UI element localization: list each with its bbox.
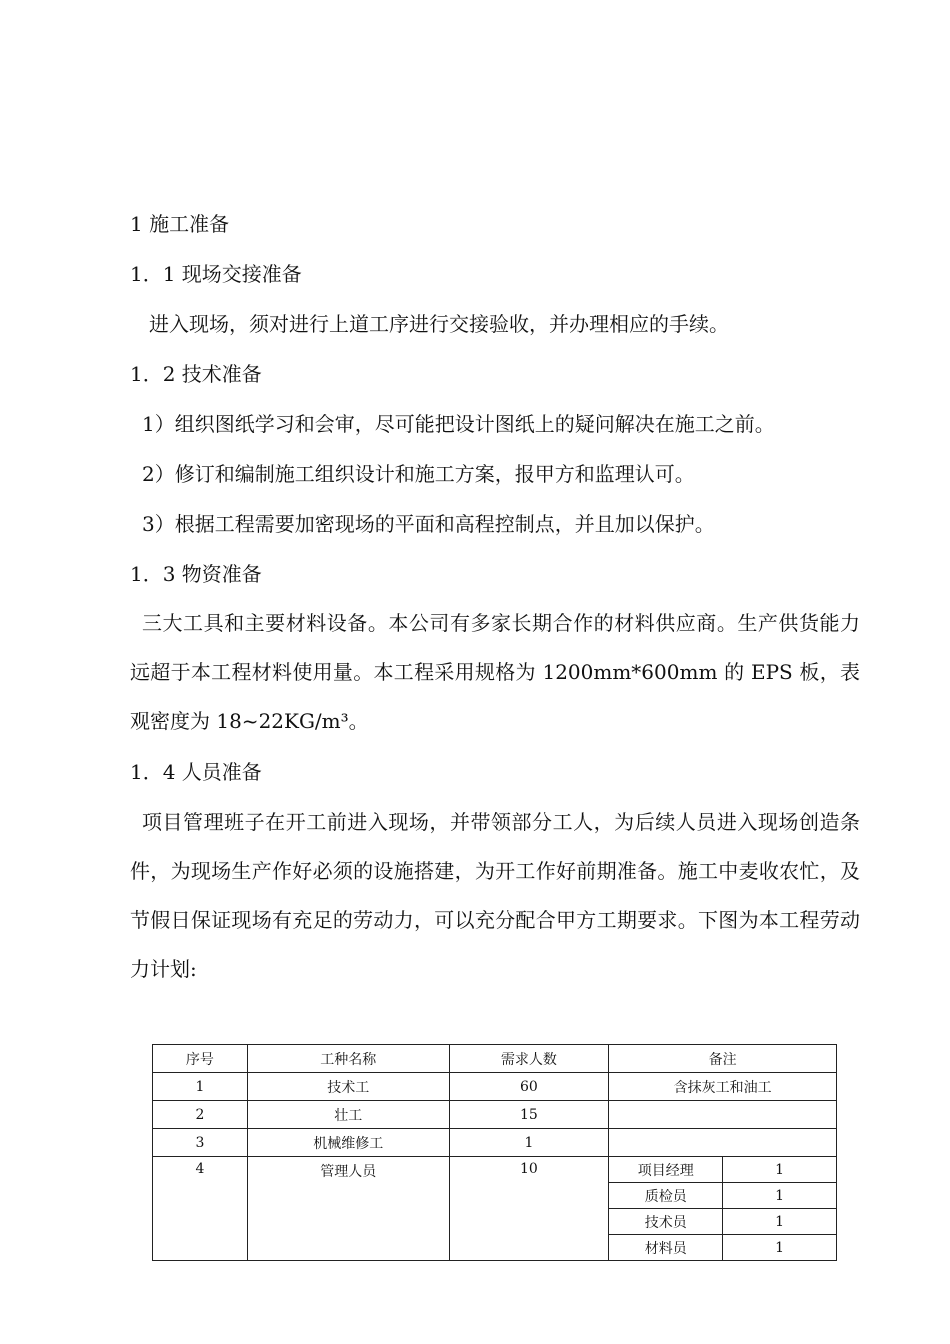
cell-no: 3: [153, 1129, 248, 1157]
cell-no: 1: [153, 1073, 248, 1101]
cell-type: 壮工: [247, 1101, 449, 1129]
cell-role-count: 1: [723, 1157, 837, 1183]
cell-no: 4: [153, 1157, 248, 1261]
cell-count: 60: [449, 1073, 609, 1101]
paragraph: 项目管理班子在开工前进入现场，并带领部分工人，为后续人员进入现场创造条件，为现场生产作好必须的设施搭建，为开工作好前期准备。施工中麦收农忙，及节假日保证现场有充足的劳动力，可以充分配合甲方工期要求。下图为本工程劳动力计划:: [130, 810, 860, 981]
subsection-heading: 1．1 现场交接准备: [130, 262, 302, 286]
cell-no: 2: [153, 1101, 248, 1129]
table-row: [153, 1157, 837, 1183]
labor-plan-table: [152, 1044, 837, 1261]
list-item: 1）组织图纸学习和会审，尽可能把设计图纸上的疑问解决在施工之前。: [142, 412, 775, 436]
table-row: [153, 1073, 837, 1101]
subsection-heading: 1．2 技术准备: [130, 362, 262, 386]
cell-role: 质检员: [609, 1183, 723, 1209]
cell-role-count: 1: [723, 1209, 837, 1235]
paragraph: 进入现场，须对进行上道工序进行交接验收，并办理相应的手续。: [149, 312, 729, 336]
table-header-row: [153, 1045, 837, 1073]
header-count: 需求人数: [449, 1045, 609, 1073]
cell-note: [609, 1129, 837, 1157]
cell-type: 机械维修工: [247, 1129, 449, 1157]
header-note: 备注: [609, 1045, 837, 1073]
list-item: 2）修订和编制施工组织设计和施工方案，报甲方和监理认可。: [142, 462, 695, 486]
header-type: 工种名称: [247, 1045, 449, 1073]
cell-role: 技术员: [609, 1209, 723, 1235]
cell-type: 管理人员: [247, 1157, 449, 1261]
table-row: [153, 1101, 837, 1129]
table-row: [153, 1129, 837, 1157]
subsection-heading: 1．3 物资准备: [130, 562, 262, 586]
paragraph: 三大工具和主要材料设备。本公司有多家长期合作的材料供应商。生产供货能力远超于本工程材料使用量。本工程采用规格为 1200mm*600mm 的 EPS 板，表观密度为 18~22KG/m³。: [130, 611, 860, 733]
section-heading: 1 施工准备: [130, 212, 230, 236]
cell-role-count: 1: [723, 1235, 837, 1261]
cell-role: 材料员: [609, 1235, 723, 1261]
cell-count: 15: [449, 1101, 609, 1129]
header-no: 序号: [153, 1045, 248, 1073]
cell-note: [609, 1101, 837, 1129]
cell-count: 1: [449, 1129, 609, 1157]
cell-count: 10: [449, 1157, 609, 1261]
cell-type: 技术工: [247, 1073, 449, 1101]
cell-role-count: 1: [723, 1183, 837, 1209]
cell-role: 项目经理: [609, 1157, 723, 1183]
list-item: 3）根据工程需要加密现场的平面和高程控制点，并且加以保护。: [142, 512, 715, 536]
cell-note: 含抹灰工和油工: [609, 1073, 837, 1101]
subsection-heading: 1．4 人员准备: [130, 760, 262, 784]
